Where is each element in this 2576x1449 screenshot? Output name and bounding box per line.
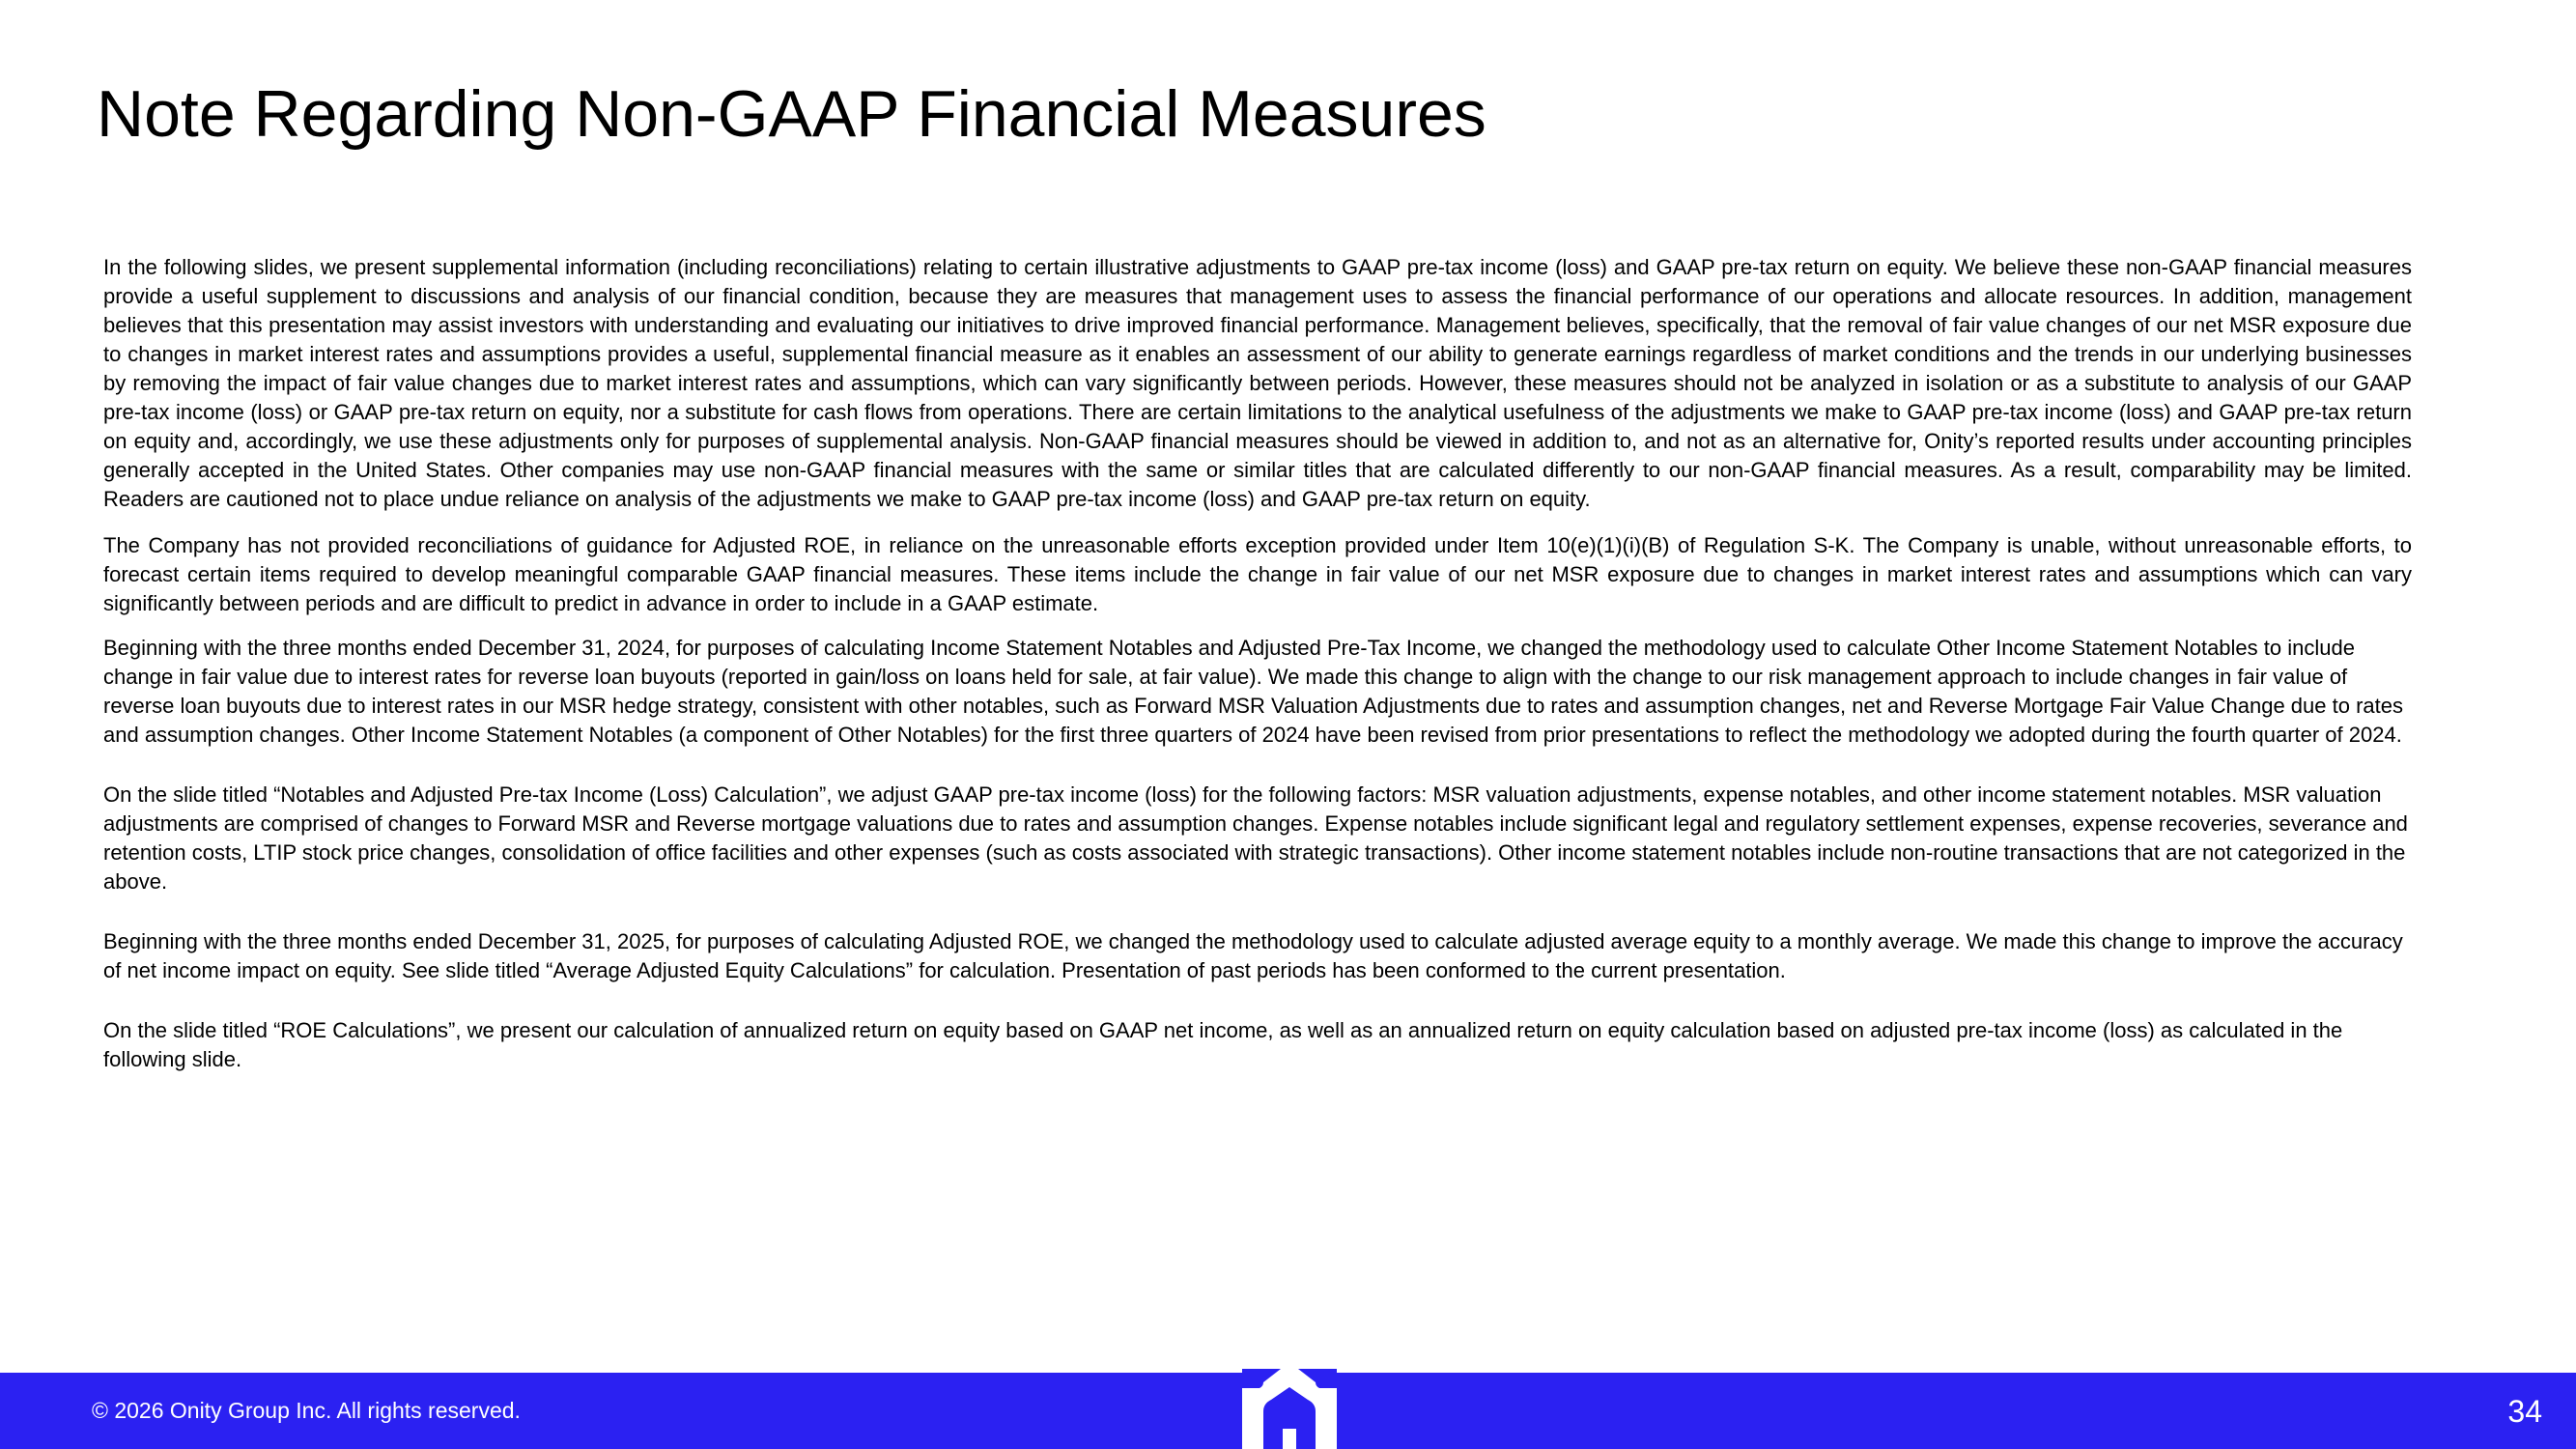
paragraph-notables-calculation: On the slide titled “Notables and Adjusted Pre-tax Income (Loss) Calculation”, we adjust GAAP pre-tax income (loss) for the following factors: MSR valuation adjustments, expense notables, and other income statement notables. MSR valuation adjustments are comprised of changes to Forward MSR and Reverse mortgage valuations due to rates and assumption changes. Expense notables include significant legal and regulatory settlement expenses, expense recoveries, severance and retention costs, LTIP stock price changes, consolidation of office facilities and other expenses (such as costs associated with strategic transactions). Other income statement notables include non-routine transactions that are not categorized in the above.	[103, 782, 2408, 894]
footer-bar	[0, 1373, 2576, 1449]
paragraph-adjusted-roe-guidance: The Company has not provided reconciliations of guidance for Adjusted ROE, in reliance on the unreasonable efforts exception provided under Item 10(e)(1)(i)(B) of Regulation S-K. The Company is unable, without unreasonable efforts, to forecast certain items required to develop meaningful comparable GAAP financial measures. These items include the change in fair value of our net MSR exposure due to changes in market interest rates and assumptions which can vary significantly between periods and are difficult to predict in advance in order to include in a GAAP estimate.	[103, 533, 2412, 615]
copyright-notice: © 2026 Onity Group Inc. All rights reserved.	[92, 1398, 521, 1423]
page-number: 34	[2507, 1394, 2542, 1429]
paragraph-roe-calculations: On the slide titled “ROE Calculations”, we present our calculation of annualized return on equity based on GAAP net income, as well as an annualized return on equity calculation based on adjusted pre-tax income (loss) as calculated in the following slide.	[103, 1018, 2343, 1071]
paragraph-methodology-change-2025: Beginning with the three months ended December 31, 2025, for purposes of calculating Adjusted ROE, we changed the methodology used to calculate adjusted average equity to a monthly average. We made this change to improve the accuracy of net income impact on equity. See slide titled “Average Adjusted Equity Calculations” for calculation. Presentation of past periods has been conformed to the current presentation.	[103, 929, 2403, 982]
onity-house-logo-icon	[1242, 1369, 1337, 1449]
disclosure-body	[103, 253, 2412, 1074]
paragraph-methodology-change-2024: Beginning with the three months ended December 31, 2024, for purposes of calculating Income Statement Notables and Adjusted Pre-Tax Income, we changed the methodology used to calculate Other Income Statement Notables to include change in fair value due to interest rates for reverse loan buyouts (reported in gain/loss on loans held for sale, at fair value). We made this change to align with the change to our risk management approach to include changes in fair value of reverse loan buyouts due to interest rates in our MSR hedge strategy, consistent with other notables, such as Forward MSR Valuation Adjustments due to rates and assumption changes, net and Reverse Mortgage Fair Value Change due to rates and assumption changes. Other Income Statement Notables (a component of Other Notables) for the first three quarters of 2024 have been revised from prior presentations to reflect the methodology we adopted during the fourth quarter of 2024.	[103, 636, 2403, 747]
paragraph-non-gaap-overview: In the following slides, we present supplemental information (including reconciliations) relating to certain illustrative adjustments to GAAP pre-tax income (loss) and GAAP pre-tax return on equity. We believe these non-GAAP financial measures provide a useful supplement to discussions and analysis of our financial condition, because they are measures that management uses to assess the financial performance of our operations and allocate resources. In addition, management believes that this presentation may assist investors with understanding and evaluating our initiatives to drive improved financial performance. Management believes, specifically, that the removal of fair value changes of our net MSR exposure due to changes in market interest rates and assumptions provides a useful, supplemental financial measure as it enables an assessment of our ability to generate earnings regardless of market conditions and the trends in our underlying businesses by removing the impact of fair value changes due to market interest rates and assumptions, which can vary significantly between periods. However, these measures should not be analyzed in isolation or as a substitute to analysis of our GAAP pre-tax income (loss) or GAAP pre-tax return on equity, nor a substitute for cash flows from operations. There are certain limitations to the analytical usefulness of the adjustments we make to GAAP pre-tax income (loss) and GAAP pre-tax return on equity and, accordingly, we use these adjustments only for purposes of supplemental analysis. Non-GAAP financial measures should be viewed in addition to, and not as an alternative for, Onity’s reported results under accounting principles generally accepted in the United States. Other companies may use non-GAAP financial measures with the same or similar titles that are calculated differently to our non-GAAP financial measures. As a result, comparability may be limited. Readers are cautioned not to place undue reliance on analysis of the adjustments we make to GAAP pre-tax income (loss) and GAAP pre-tax return on equity.	[103, 255, 2412, 511]
slide-title: Note Regarding Non-GAAP Financial Measures	[97, 77, 1486, 151]
